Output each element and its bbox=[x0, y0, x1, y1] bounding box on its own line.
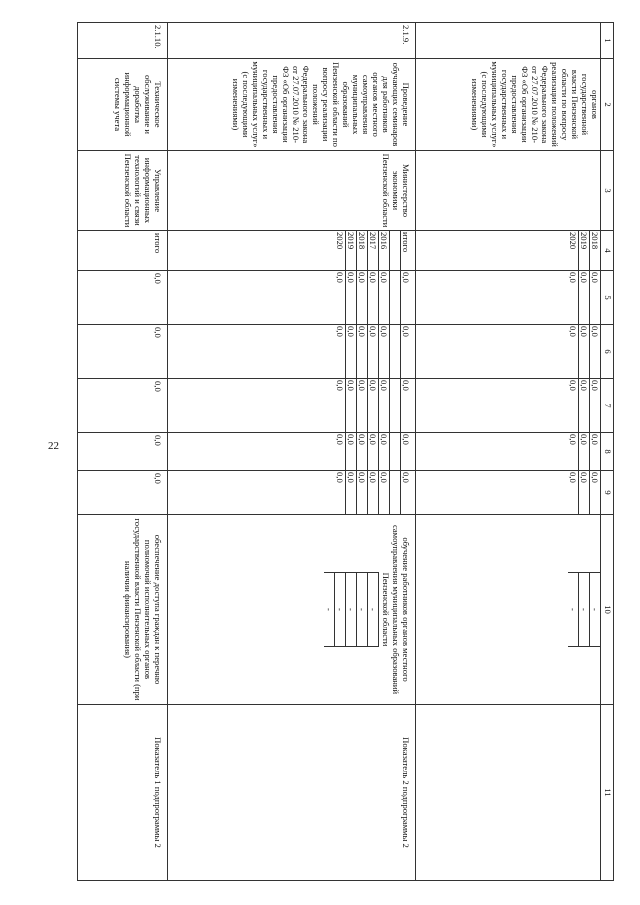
table-row-2-1-10 bbox=[78, 23, 168, 881]
value: 0,0 bbox=[590, 271, 601, 324]
value: 0,0 bbox=[368, 325, 379, 378]
value: 0,0 bbox=[335, 380, 345, 391]
value: 0,0 bbox=[401, 271, 412, 324]
year: 2016 bbox=[379, 231, 390, 270]
value: 0,0 bbox=[379, 379, 390, 432]
blank bbox=[390, 271, 401, 324]
value: 0,0 bbox=[590, 471, 601, 514]
value: 0,0 bbox=[590, 325, 601, 378]
cell-description: Проведение обучающих семинаров для работников органов местного самоуправления муниципальных образований Пензенской области по вопросу реализации положений Федерального закона от 27.07.2010 № 210-ФЗ «Об организации предоставления государственных и муниципальных услуг» (с последующими изменениями) bbox=[168, 59, 416, 151]
value: 0,0 bbox=[579, 379, 590, 432]
page-number: 22 bbox=[48, 440, 59, 452]
cell-executor bbox=[416, 151, 601, 231]
dash: - bbox=[579, 572, 590, 647]
year: 2018 bbox=[590, 231, 601, 270]
cell-description: органов государственной власти Пензенской области по вопросу реализации положений Федерального закона от 27.07.2010 № 210-ФЗ «Об организации предоставления государственных и муниципальных услуг» (с последующими изменениями) bbox=[416, 59, 601, 151]
cell-col5 bbox=[168, 271, 416, 325]
year: 2019 bbox=[579, 231, 590, 270]
cell-description: Техническое обслуживание и доработка информационной системы учета bbox=[78, 59, 168, 151]
value: 0,0 bbox=[401, 471, 412, 514]
value: 0,0 bbox=[379, 271, 390, 324]
cell-col10 bbox=[168, 515, 416, 705]
value: 0,0 bbox=[357, 471, 368, 514]
program-table bbox=[77, 22, 614, 881]
value: 0,0 bbox=[568, 380, 578, 391]
value: 0,0 bbox=[357, 433, 368, 470]
header-col-5: 5 bbox=[601, 271, 614, 325]
table-row-2-1-9 bbox=[168, 23, 416, 881]
rotated-table-wrapper bbox=[74, 22, 614, 880]
cell-col5 bbox=[416, 271, 601, 325]
value: 0,0 bbox=[579, 433, 590, 470]
cell-col7: 0,0 bbox=[78, 379, 168, 433]
value: 0,0 bbox=[335, 434, 345, 445]
year: итого bbox=[401, 231, 412, 270]
value: 0,0 bbox=[590, 379, 601, 432]
value: 0,0 bbox=[568, 326, 578, 337]
dash: - bbox=[346, 572, 357, 647]
value: 0,0 bbox=[590, 433, 601, 470]
value: 0,0 bbox=[379, 471, 390, 514]
cell-col5: 0,0 bbox=[78, 271, 168, 325]
value: 0,0 bbox=[568, 472, 578, 483]
cell-col9 bbox=[168, 471, 416, 515]
value: 0,0 bbox=[379, 433, 390, 470]
year: 2018 bbox=[357, 231, 368, 270]
value: 0,0 bbox=[379, 325, 390, 378]
cell-indicator bbox=[416, 705, 601, 881]
year: 2020 bbox=[335, 232, 345, 250]
cell-col8: 0,0 bbox=[78, 433, 168, 471]
dash: - bbox=[324, 608, 334, 611]
cell-num: 2.1.10. bbox=[78, 23, 168, 59]
year: 2019 bbox=[346, 231, 357, 270]
value: 0,0 bbox=[346, 471, 357, 514]
cell-indicator: Показатель 1 подпрограммы 2 bbox=[78, 705, 168, 881]
cell-col6 bbox=[416, 325, 601, 379]
value: 0,0 bbox=[568, 434, 578, 445]
value: 0,0 bbox=[335, 326, 345, 337]
dash: - bbox=[335, 572, 346, 647]
value: 0,0 bbox=[401, 325, 412, 378]
value: 0,0 bbox=[579, 325, 590, 378]
cell-col6 bbox=[168, 325, 416, 379]
value: 0,0 bbox=[368, 433, 379, 470]
cell-col9 bbox=[416, 471, 601, 515]
value: 0,0 bbox=[346, 433, 357, 470]
value: 0,0 bbox=[368, 471, 379, 514]
cell-col10-text: обучение работников органов местного самоуправления муниципальных образований Пензенской области bbox=[381, 524, 411, 695]
cell-col9: 0,0 bbox=[78, 471, 168, 515]
value: 0,0 bbox=[401, 433, 412, 470]
header-col-4: 4 bbox=[601, 231, 614, 271]
value: 0,0 bbox=[346, 271, 357, 324]
dash: - bbox=[368, 572, 379, 647]
cell-col10: обеспечение доступа граждан к перечню полномочий исполнительных органов государственной власти Пензенской области (при наличии финансирования) bbox=[78, 515, 168, 705]
value: 0,0 bbox=[368, 271, 379, 324]
cell-years bbox=[168, 231, 416, 271]
cell-col7 bbox=[416, 379, 601, 433]
blank bbox=[390, 325, 401, 378]
year: 2017 bbox=[368, 231, 379, 270]
cell-col4: итого bbox=[78, 231, 168, 271]
value: 0,0 bbox=[579, 271, 590, 324]
value: 0,0 bbox=[357, 325, 368, 378]
cell-num bbox=[416, 23, 601, 59]
value: 0,0 bbox=[357, 271, 368, 324]
cell-col8 bbox=[416, 433, 601, 471]
cell-years bbox=[416, 231, 601, 271]
year: 2020 bbox=[568, 232, 578, 250]
dash: - bbox=[590, 572, 601, 647]
header-row bbox=[601, 23, 614, 881]
header-col-1: 1 bbox=[601, 23, 614, 59]
value: 0,0 bbox=[368, 379, 379, 432]
cell-indicator: Показатель 2 подпрограммы 2 bbox=[168, 705, 416, 881]
dash: - bbox=[357, 572, 368, 647]
header-col-7: 7 bbox=[601, 379, 614, 433]
value: 0,0 bbox=[335, 272, 345, 283]
cell-executor: Министерство экономики Пензенской области bbox=[168, 151, 416, 231]
header-col-9: 9 bbox=[601, 471, 614, 515]
value: 0,0 bbox=[401, 379, 412, 432]
cell-num: 2.1.9. bbox=[168, 23, 416, 59]
cell-col8 bbox=[168, 433, 416, 471]
blank bbox=[390, 379, 401, 432]
header-col-3: 3 bbox=[601, 151, 614, 231]
value: 0,0 bbox=[346, 379, 357, 432]
header-col-6: 6 bbox=[601, 325, 614, 379]
header-col-8: 8 bbox=[601, 433, 614, 471]
value: 0,0 bbox=[357, 379, 368, 432]
value: 0,0 bbox=[568, 272, 578, 283]
header-col-2: 2 bbox=[601, 59, 614, 151]
header-col-10: 10 bbox=[601, 515, 614, 705]
value: 0,0 bbox=[335, 472, 345, 483]
blank bbox=[390, 231, 401, 270]
cell-executor: Управление информационных технологий и связи Пензенской области bbox=[78, 151, 168, 231]
blank bbox=[390, 433, 401, 470]
cell-col10 bbox=[416, 515, 601, 705]
table-row-continuation bbox=[416, 23, 601, 881]
value: 0,0 bbox=[579, 471, 590, 514]
header-col-11: 11 bbox=[601, 705, 614, 881]
dash: - bbox=[568, 608, 578, 611]
value: 0,0 bbox=[346, 325, 357, 378]
blank bbox=[390, 471, 401, 514]
cell-col7 bbox=[168, 379, 416, 433]
cell-col6: 0,0 bbox=[78, 325, 168, 379]
